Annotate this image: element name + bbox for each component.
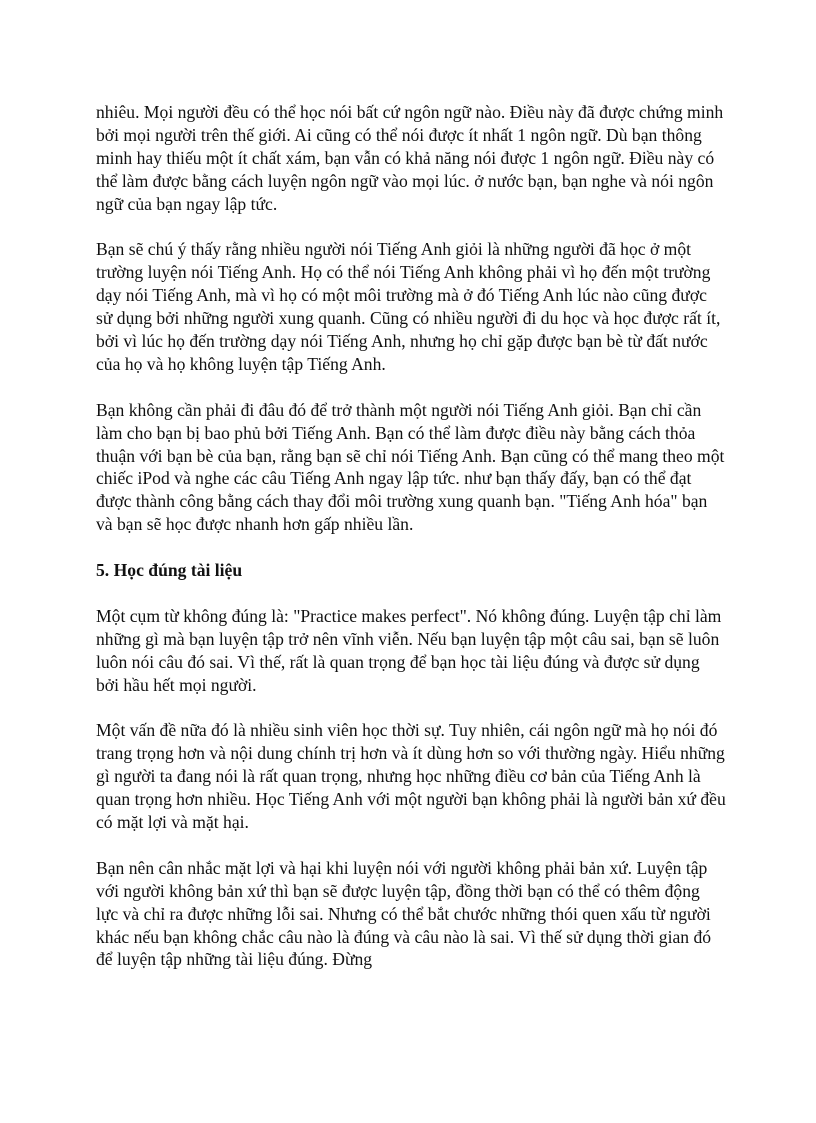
section-heading: 5. Học đúng tài liệu [96,560,243,581]
document-page [96,101,726,994]
paragraph-intro: nhiêu. Mọi người đều có thể học nói bất cứ ngôn ngữ nào. Điều này đã được chứng minh bởi mọi người trên thế giới. Ai cũng có thể nói được ít nhất 1 ngôn ngữ. Dù bạn thông minh hay thiếu một ít chất xám, bạn vẫn có khả năng nói được 1 ngôn ngữ. Điều này có thể làm được bằng cách luyện ngôn ngữ vào mọi lúc. ở nước bạn, bạn nghe và nói ngôn ngữ của bạn ngay lập tức. [96,102,724,214]
paragraph-news-language: Một vấn đề nữa đó là nhiều sinh viên học thời sự. Tuy nhiên, cái ngôn ngữ mà họ nói đó trang trọng hơn và nội dung chính trị hơn và ít dùng hơn so với thường ngày. Hiểu những gì người ta đang nói là rất quan trọng, nhưng học những điều cơ bản của Tiếng Anh là quan trọng hơn nhiều. Học Tiếng Anh với một người bạn không phải là người bản xứ đều có mặt lợi và mặt hại. [96,720,726,833]
paragraph-practice-makes-perfect: Một cụm từ không đúng là: "Practice makes perfect". Nó không đúng. Luyện tập chỉ làm những gì mà bạn luyện tập trở nên vĩnh viễn. Nếu bạn luyện tập một câu sai, bạn sẽ luôn luôn nói câu đó sai. Vì thế, rất là quan trọng để bạn học tài liệu đúng và được sử dụng bởi hầu hết mọi người. [96,605,722,695]
paragraph-english-environment: Bạn sẽ chú ý thấy rằng nhiều người nói Tiếng Anh giỏi là những người đã học ở một trường luyện nói Tiếng Anh. Họ có thể nói Tiếng Anh không phải vì họ đến một trường dạy nói Tiếng Anh, mà vì họ có một môi trường mà ở đó Tiếng Anh lúc nào cũng được sử dụng bởi những người xung quanh. Cũng có nhiều người đi du học và học được rất ít, bởi vì lúc họ đến trường dạy nói Tiếng Anh, nhưng họ chỉ gặp được bạn bè từ đất nước của họ và họ không luyện tập Tiếng Anh. [96,239,721,374]
paragraph-non-native-practice: Bạn nên cân nhắc mặt lợi và hại khi luyện nói với người không phải bản xứ. Luyện tập với người không bản xứ thì bạn sẽ được luyện tập, đồng thời bạn có thể có thêm động lực và chỉ ra được những lỗi sai. Nhưng có thể bắt chước những thói quen xấu từ người khác nếu bạn không chắc câu nào là đúng và câu nào là sai. Vì thế sử dụng thời gian đó để luyện tập những tài liệu đúng. Đừng [96,857,712,970]
paragraph-surround-english: Bạn không cần phải đi đâu đó để trở thành một người nói Tiếng Anh giỏi. Bạn chỉ cần làm cho bạn bị bao phủ bởi Tiếng Anh. Bạn có thể làm được điều này bằng cách thỏa thuận với bạn bè của bạn, rằng bạn sẽ chỉ nói Tiếng Anh. Bạn cũng có thể mang theo một chiếc iPod và nghe các câu Tiếng Anh ngay lập tức. như bạn thấy đấy, bạn có thể đạt được thành công bằng cách thay đổi môi trường xung quanh bạn. "Tiếng Anh hóa" bạn và bạn sẽ học được nhanh hơn gấp nhiều lần. [96,399,725,535]
